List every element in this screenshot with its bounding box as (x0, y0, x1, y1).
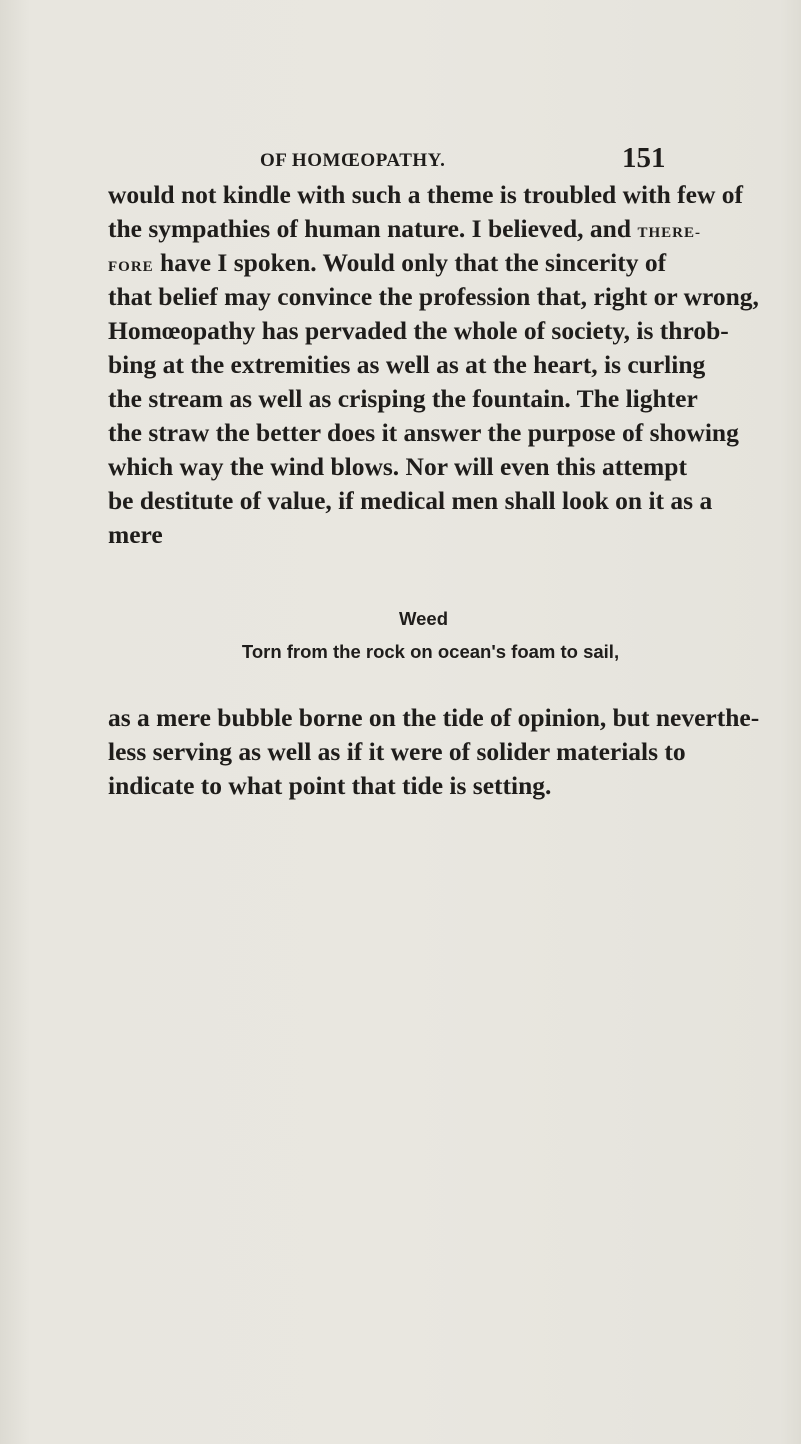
text-line: which way the wind blows. Nor will even this attempt (108, 452, 687, 481)
text-line: indicate to what point that tide is setting. (108, 771, 552, 800)
quotation-line-1: Weed (398, 608, 448, 629)
text-line-part: the sympathies of human nature. I believed, and (108, 214, 638, 243)
text-line: would not kindle with such a theme is troubled with few of (108, 180, 743, 209)
text-line: as a mere bubble borne on the tide of opinion, but neverthe- (108, 703, 760, 732)
text-line: less serving as well as if it were of solider materials to (108, 737, 686, 766)
text-line: the straw the better does it answer the purpose of showing (108, 418, 739, 447)
running-head (0, 142, 801, 182)
text-line (108, 212, 701, 246)
text-line: the stream as well as crisping the fountain. The lighter (108, 384, 698, 413)
smallcaps-word: THERE- (637, 225, 701, 241)
text-line: Homœopathy has pervaded the whole of society, is throb- (108, 316, 729, 345)
page-number: 151 (622, 142, 666, 174)
text-line: mere (108, 520, 163, 549)
text-line: be destitute of value, if medical men shall look on it as a (108, 486, 713, 515)
paragraph-1 (108, 178, 759, 552)
paragraph-2 (108, 701, 760, 803)
text-line: that belief may convince the profession that, right or wrong, (108, 282, 759, 311)
text-line (108, 246, 667, 280)
text-line: bing at the extremities as well as at the heart, is curling (108, 350, 706, 379)
running-head-title: OF HOMŒOPATHY. (260, 150, 446, 171)
text-line-part: have I spoken. Would only that the sincerity of (160, 248, 667, 277)
smallcaps-word: FORE (108, 259, 154, 275)
quotation-line-2: Torn from the rock on ocean's foam to sail, (241, 641, 620, 662)
